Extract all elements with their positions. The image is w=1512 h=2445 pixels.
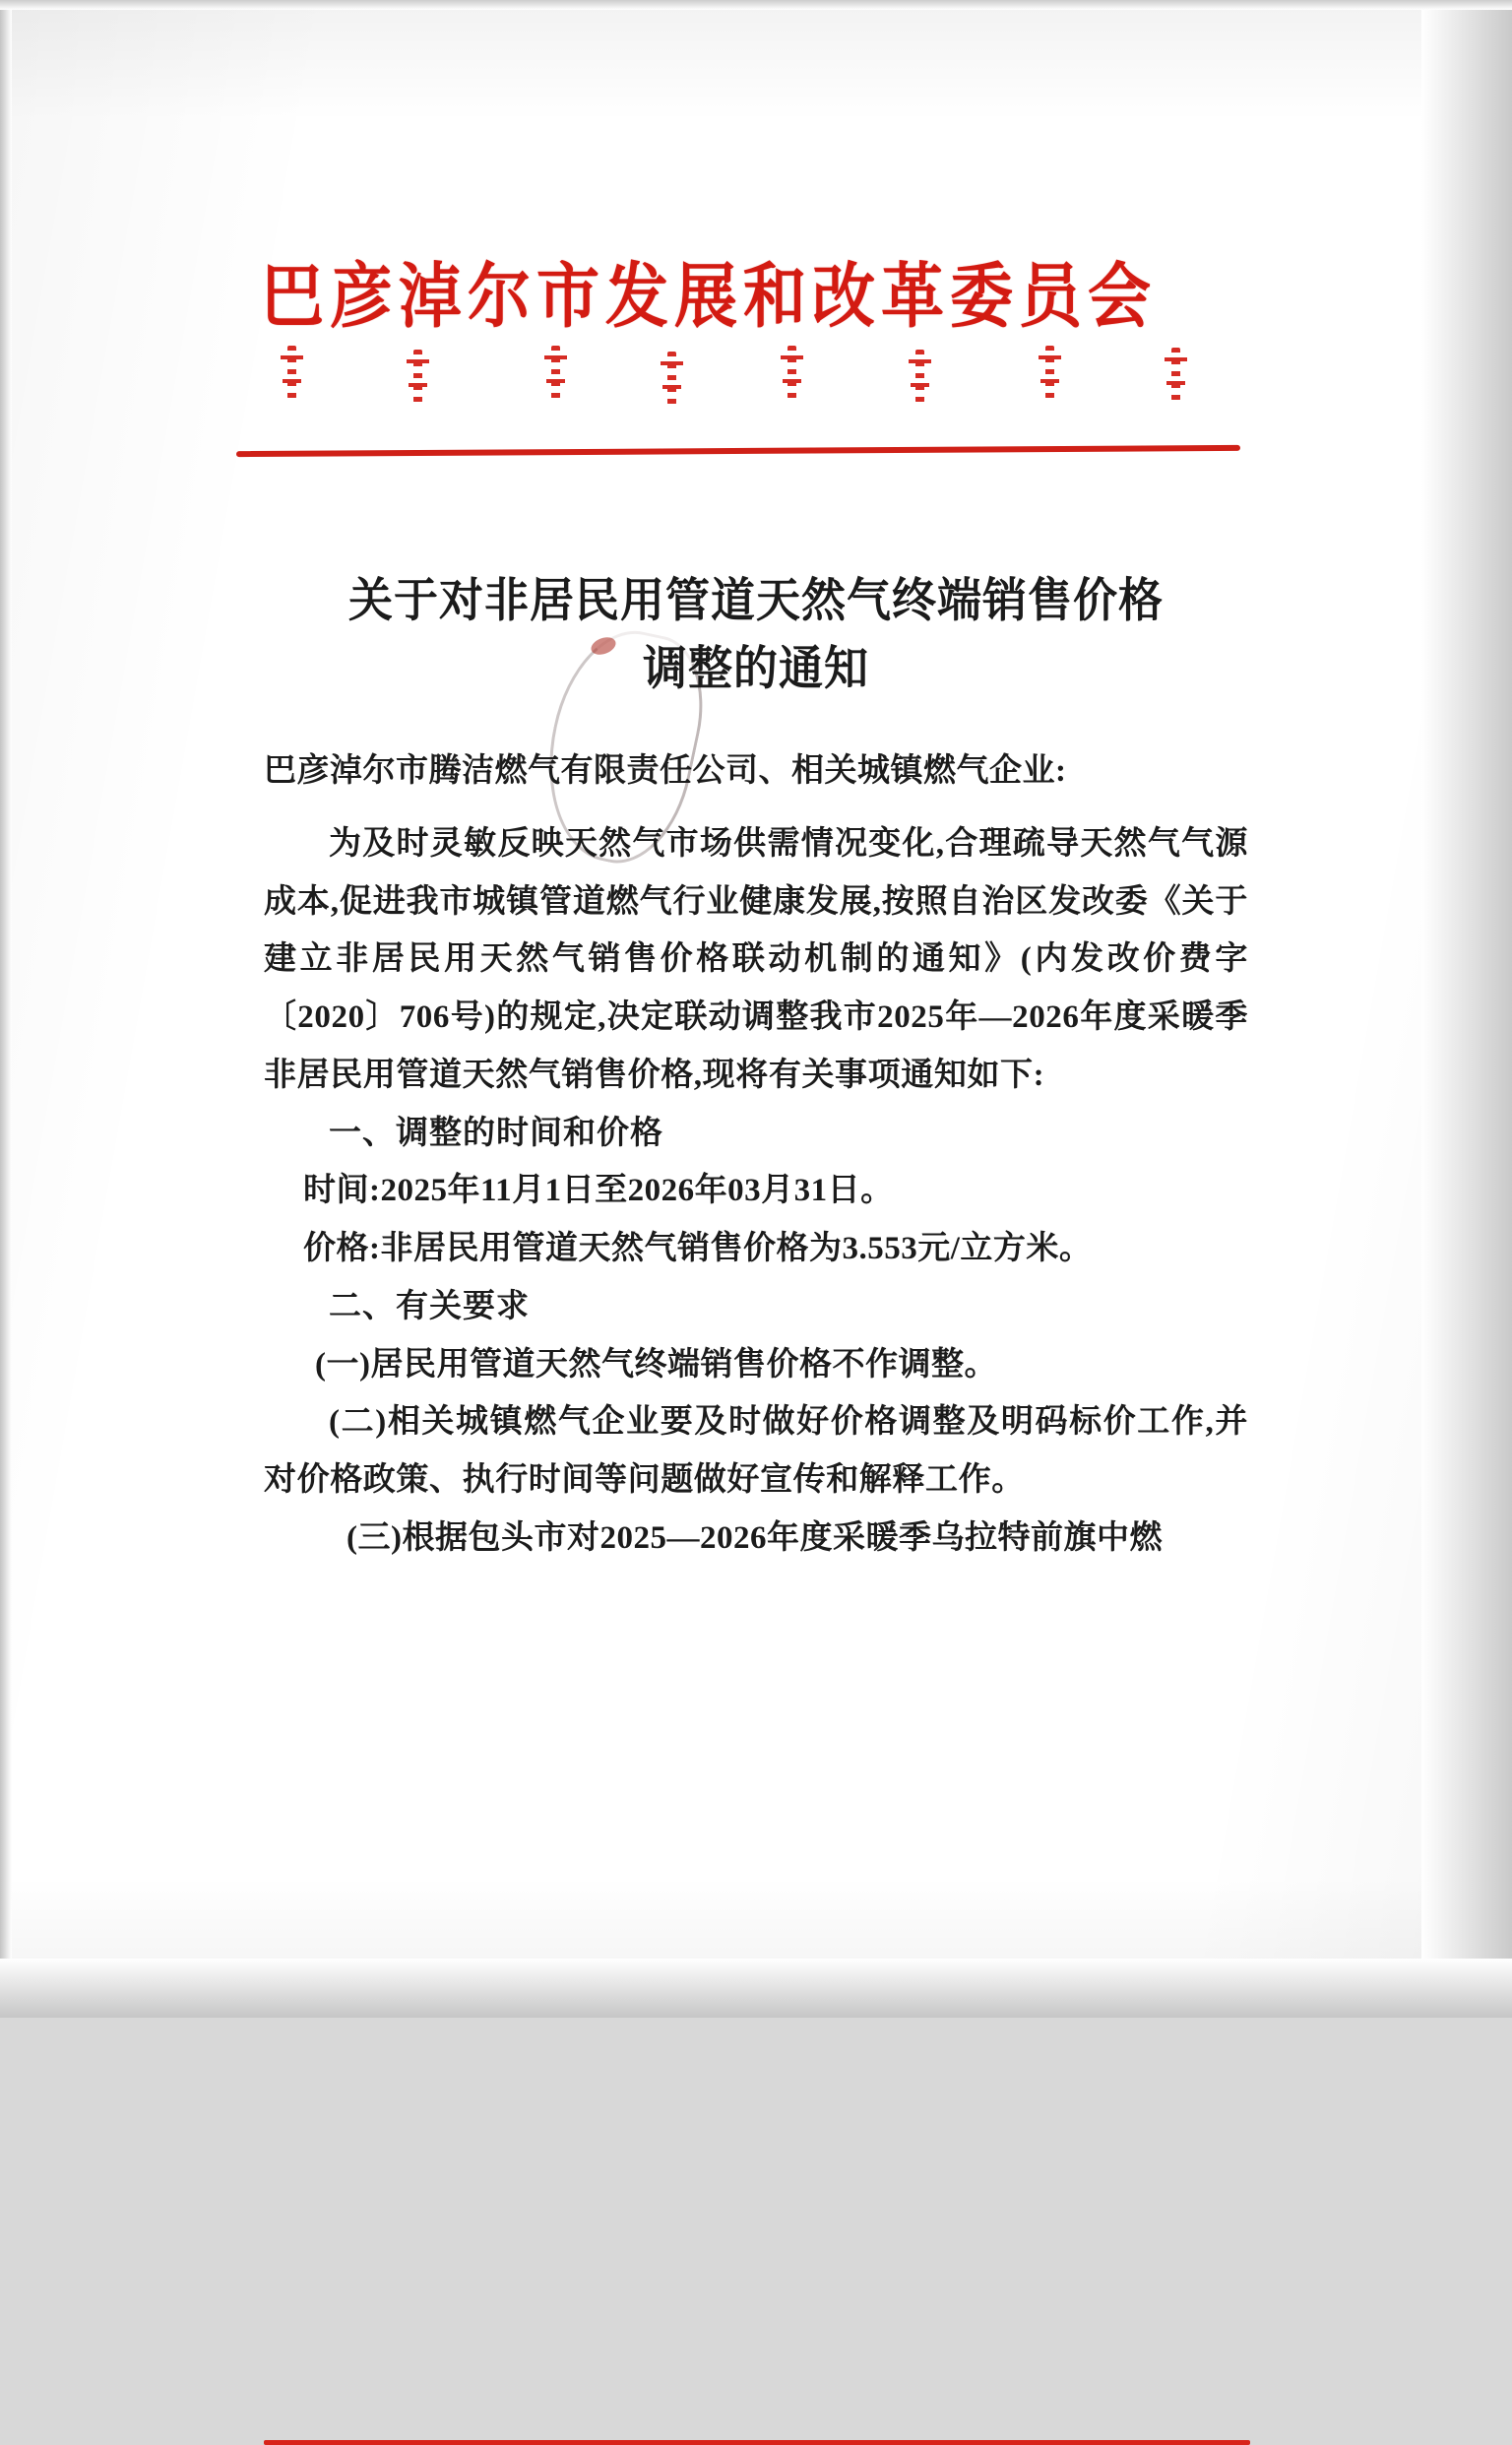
- page-edge-top: [0, 0, 1512, 10]
- document-body: [264, 571, 1248, 1568]
- document-title-line-1: 关于对非居民用管道天然气终端销售价格: [347, 574, 1164, 627]
- effective-time-line: 时间:2025年11月1日至2026年03月31日。: [303, 1173, 894, 1209]
- issuing-agency-name: 巴彦淖尔市发展和改革委员会: [261, 257, 1157, 337]
- letterhead: [0, 257, 1418, 403]
- requirement-item-two: (二)相关城镇燃气企业要及时做好价格调整及明码标价工作,并对价格政策、执行时间等问题做好宣传和解释工作。: [264, 1404, 1248, 1499]
- red-annotation-underline: [264, 2440, 1250, 2445]
- requirement-item-three: (三)根据包头市对2025—2026年度采暖季乌拉特前旗中燃: [346, 1519, 1163, 1556]
- document-title: [264, 567, 1248, 703]
- intro-paragraph: 为及时灵敏反映天然气市场供需情况变化,合理疏导天然气气源成本,促进我市城镇管道燃气行业健康发展,按照自治区发改委《关于建立非居民用天然气销售价格联动机制的通知》(内发改价费字〔2020〕706号)的规定,决定联动调整我市2025年—2026年度采暖季非居民用管道天然气销售价格,现将有关事项通知如下:: [264, 826, 1248, 1093]
- section-two-heading: 二、有关要求: [329, 1288, 530, 1324]
- addressee-line: 巴彦淖尔市腾洁燃气有限责任公司、相关城镇燃气企业:: [264, 752, 1067, 789]
- document-title-line-2: 调整的通知: [642, 642, 869, 695]
- page-edge-right: [1421, 0, 1512, 2018]
- section-one-heading: 一、调整的时间和价格: [329, 1115, 663, 1151]
- price-line: 价格:非居民用管道天然气销售价格为3.553元/立方米。: [303, 1231, 1093, 1267]
- requirement-item-one: (一)居民用管道天然气终端销售价格不作调整。: [315, 1346, 997, 1383]
- letterhead-red-rule: [236, 445, 1240, 457]
- page-edge-bottom: [0, 1959, 1512, 2018]
- mongolian-script-line: [0, 346, 1418, 403]
